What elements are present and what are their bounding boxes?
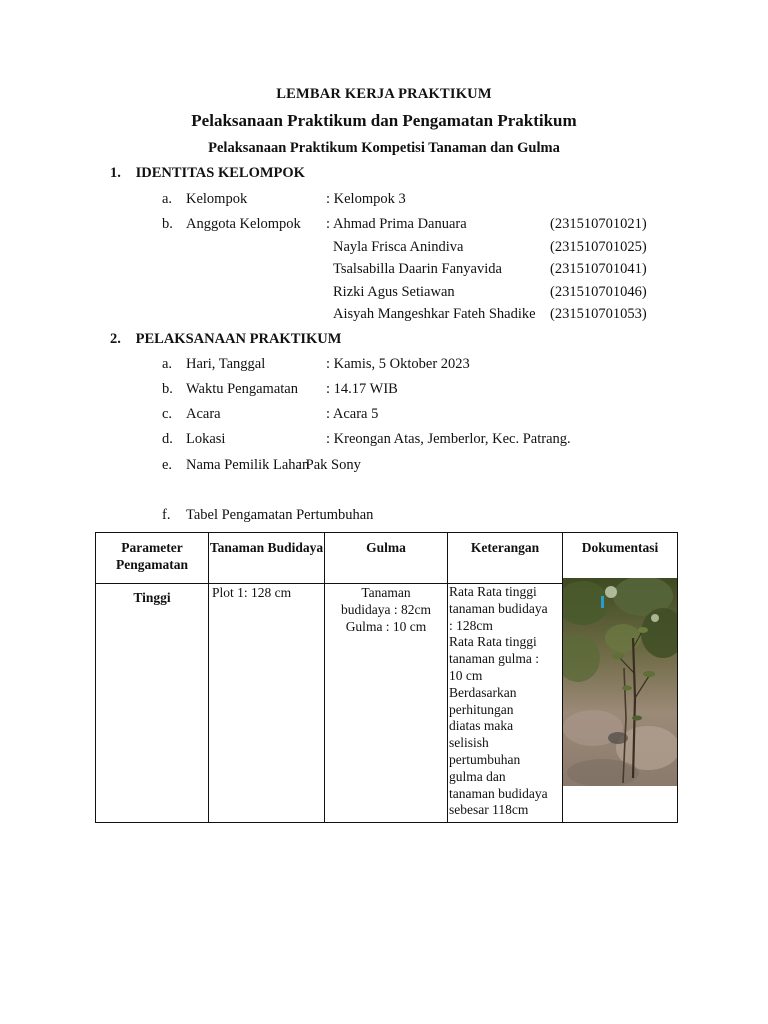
item-letter: a. <box>162 356 173 372</box>
field-value: : 14.17 WIB <box>326 381 398 397</box>
member-name: Ahmad Prima Danuara <box>333 216 467 232</box>
field-label: Waktu Pengamatan <box>186 381 298 397</box>
field-label: Nama Pemilik Lahan <box>186 457 310 473</box>
section-number: 1. <box>110 165 121 181</box>
section-title: PELAKSANAAN PRAKTIKUM <box>135 331 342 347</box>
member-name: Rizki Agus Setiawan <box>333 284 455 300</box>
cell-line: perhitungan <box>449 701 514 717</box>
cell-line: Rata Rata tinggi <box>449 634 537 650</box>
cell-line: gulma dan <box>449 768 506 784</box>
field-photo <box>563 578 677 786</box>
column-header: Dokumentasi <box>563 533 678 584</box>
document-title: LEMBAR KERJA PRAKTIKUM <box>276 86 492 102</box>
field-value: : <box>326 216 331 232</box>
field-label: Acara <box>186 406 221 422</box>
cell-parameter: Tinggi <box>96 584 209 823</box>
column-header: Tanaman Budidaya <box>209 533 325 584</box>
cell-budidaya: Plot 1: 128 cm <box>209 584 325 823</box>
member-nim: (231510701046) <box>550 284 647 300</box>
cell-keterangan <box>448 584 563 823</box>
field-value: : Kreongan Atas, Jemberlor, Kec. Patrang. <box>326 431 571 447</box>
cell-line: tanaman gulma : <box>449 651 539 667</box>
field-label: Anggota Kelompok <box>186 216 301 232</box>
item-letter: d. <box>162 431 173 447</box>
field-label: Lokasi <box>186 431 226 447</box>
cell-gulma <box>325 584 448 823</box>
item-letter: b. <box>162 216 173 232</box>
cell-line: Berdasarkan <box>449 684 517 700</box>
section-title: IDENTITAS KELOMPOK <box>135 165 305 181</box>
field-value: : Acara 5 <box>326 406 379 422</box>
cell-line: budidaya : 82cm <box>341 602 431 617</box>
cell-line: selisish <box>449 735 489 751</box>
cell-line: Tanaman <box>361 585 411 600</box>
item-letter: c. <box>162 406 173 422</box>
member-nim: (231510701021) <box>550 216 647 232</box>
item-letter: e. <box>162 457 173 473</box>
cell-line: tanaman budidaya <box>449 600 548 616</box>
cell-line: pertumbuhan <box>449 751 521 767</box>
item-letter: a. <box>162 191 173 207</box>
cell-line: sebesar 118cm <box>449 802 529 818</box>
column-header: Parameter Pengamatan <box>96 533 209 584</box>
cell-line: : 128cm <box>449 617 493 633</box>
section-number: 2. <box>110 331 121 347</box>
field-label: Kelompok <box>186 191 248 207</box>
document-subtitle-2: Pelaksanaan Praktikum Kompetisi Tanaman dan Gulma <box>208 140 560 156</box>
member-nim: (231510701041) <box>550 261 647 277</box>
table-header-row <box>96 533 678 584</box>
field-value: : Kelompok 3 <box>326 191 406 207</box>
section-1-heading <box>110 165 305 182</box>
item-letter: f. <box>162 507 171 523</box>
section-2-heading <box>110 331 341 348</box>
cell-line: tanaman budidaya <box>449 785 548 801</box>
item-letter: b. <box>162 381 173 397</box>
field-label: Hari, Tanggal <box>186 356 266 372</box>
member-name: Nayla Frisca Anindiva <box>333 239 464 255</box>
column-header: Keterangan <box>448 533 563 584</box>
cell-line: Rata Rata tinggi <box>449 584 537 599</box>
field-label: Tabel Pengamatan Pertumbuhan <box>186 507 374 523</box>
field-value: : Pak Sony <box>298 457 361 473</box>
cell-line: Gulma : 10 cm <box>345 619 427 634</box>
member-name: Tsalsabilla Daarin Fanyavida <box>333 261 502 277</box>
cell-line: 10 cm <box>449 667 483 683</box>
member-nim: (231510701053) <box>550 306 647 322</box>
field-value: : Kamis, 5 Oktober 2023 <box>326 356 470 372</box>
cell-line: diatas maka <box>449 718 514 734</box>
column-header: Gulma <box>325 533 448 584</box>
member-name: Aisyah Mangeshkar Fateh Shadike <box>333 306 536 322</box>
document-subtitle: Pelaksanaan Praktikum dan Pengamatan Praktikum <box>191 111 577 130</box>
member-nim: (231510701025) <box>550 239 647 255</box>
